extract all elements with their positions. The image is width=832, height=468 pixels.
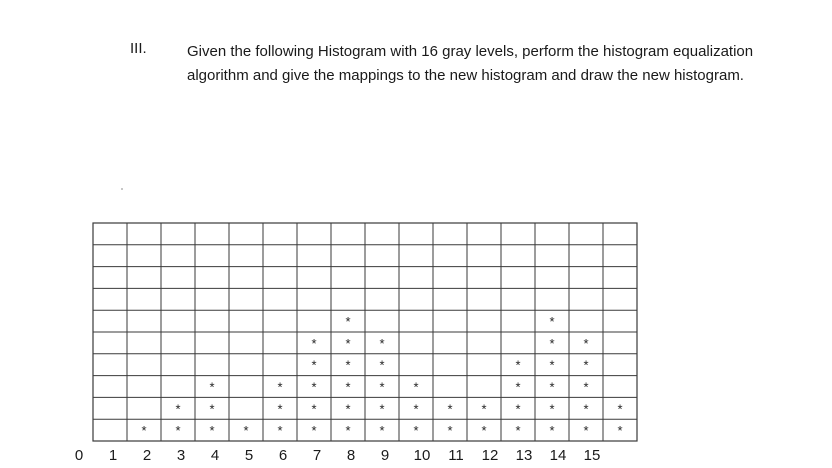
histogram-marker: * [481,423,487,439]
histogram-marker: * [583,379,589,395]
histogram-marker: * [549,335,555,351]
gray-level-label: 11 [448,447,464,464]
histogram-marker: * [379,335,385,351]
gray-level-label: 10 [413,447,431,464]
histogram-marker: * [515,379,521,395]
histogram-marker: * [583,423,589,439]
histogram-marker: * [311,423,317,439]
histogram-marker: * [379,423,385,439]
histogram-marker: * [209,401,215,417]
question-text: Given the following Histogram with 16 gray levels, perform the histogram equalization algorithm and give the mappings to the new histogram and draw the new histogram. [187,43,754,84]
histogram-marker: * [617,423,623,439]
gray-level-label: 0 [74,447,84,464]
histogram-marker: * [345,423,351,439]
histogram-marker: * [345,379,351,395]
histogram-marker: * [379,357,385,373]
question-number: III. [130,40,147,57]
histogram-marker: * [549,423,555,439]
histogram-marker: * [277,401,283,417]
histogram-marker: * [515,423,521,439]
gray-level-label: 14 [549,447,567,464]
histogram-marker: * [345,314,351,330]
histogram-marker: * [617,401,623,417]
histogram-marker: * [209,423,215,439]
histogram-marker: * [243,423,249,439]
histogram-marker: * [209,379,215,395]
gray-level-label: 5 [244,447,254,464]
gray-level-label: 6 [278,447,288,464]
histogram-marker: * [379,401,385,417]
histogram-marker: * [311,357,317,373]
histogram-marker: * [447,401,453,417]
histogram-marker: * [175,401,181,417]
histogram-marker: * [549,314,555,330]
gray-level-label: 7 [312,447,322,464]
gray-level-label: 3 [176,447,186,464]
histogram-marker: * [345,335,351,351]
histogram-marker: * [583,401,589,417]
histogram-marker: * [277,423,283,439]
histogram-marker: * [549,357,555,373]
gray-level-label: 2 [142,447,152,464]
histogram-marker: * [141,423,147,439]
histogram-marker: * [583,335,589,351]
gray-level-label: 12 [481,447,499,464]
histogram-marker: * [413,423,419,439]
gray-level-label: 13 [515,447,533,464]
histogram-marker: * [311,335,317,351]
gray-level-label: 9 [380,447,390,464]
histogram-marker: * [277,379,283,395]
histogram-marker: * [175,423,181,439]
histogram-marker: * [515,401,521,417]
histogram-marker: * [311,401,317,417]
gray-level-label: 1 [108,447,118,464]
stray-mark [121,188,123,190]
gray-level-label: 4 [210,447,220,464]
histogram-marker: * [345,357,351,373]
histogram-marker: * [481,401,487,417]
histogram-marker: * [379,379,385,395]
histogram-marker: * [549,401,555,417]
histogram-marker: * [345,401,351,417]
histogram-marker: * [311,379,317,395]
gray-level-label: 15 [583,447,601,464]
histogram-marker: * [583,357,589,373]
gray-level-label: 8 [346,447,356,464]
histogram-marker: * [447,423,453,439]
histogram-marker: * [515,357,521,373]
histogram-tick-labels [75,447,601,464]
histogram-marker: * [413,379,419,395]
histogram-marker: * [549,379,555,395]
histogram-marker: * [413,401,419,417]
